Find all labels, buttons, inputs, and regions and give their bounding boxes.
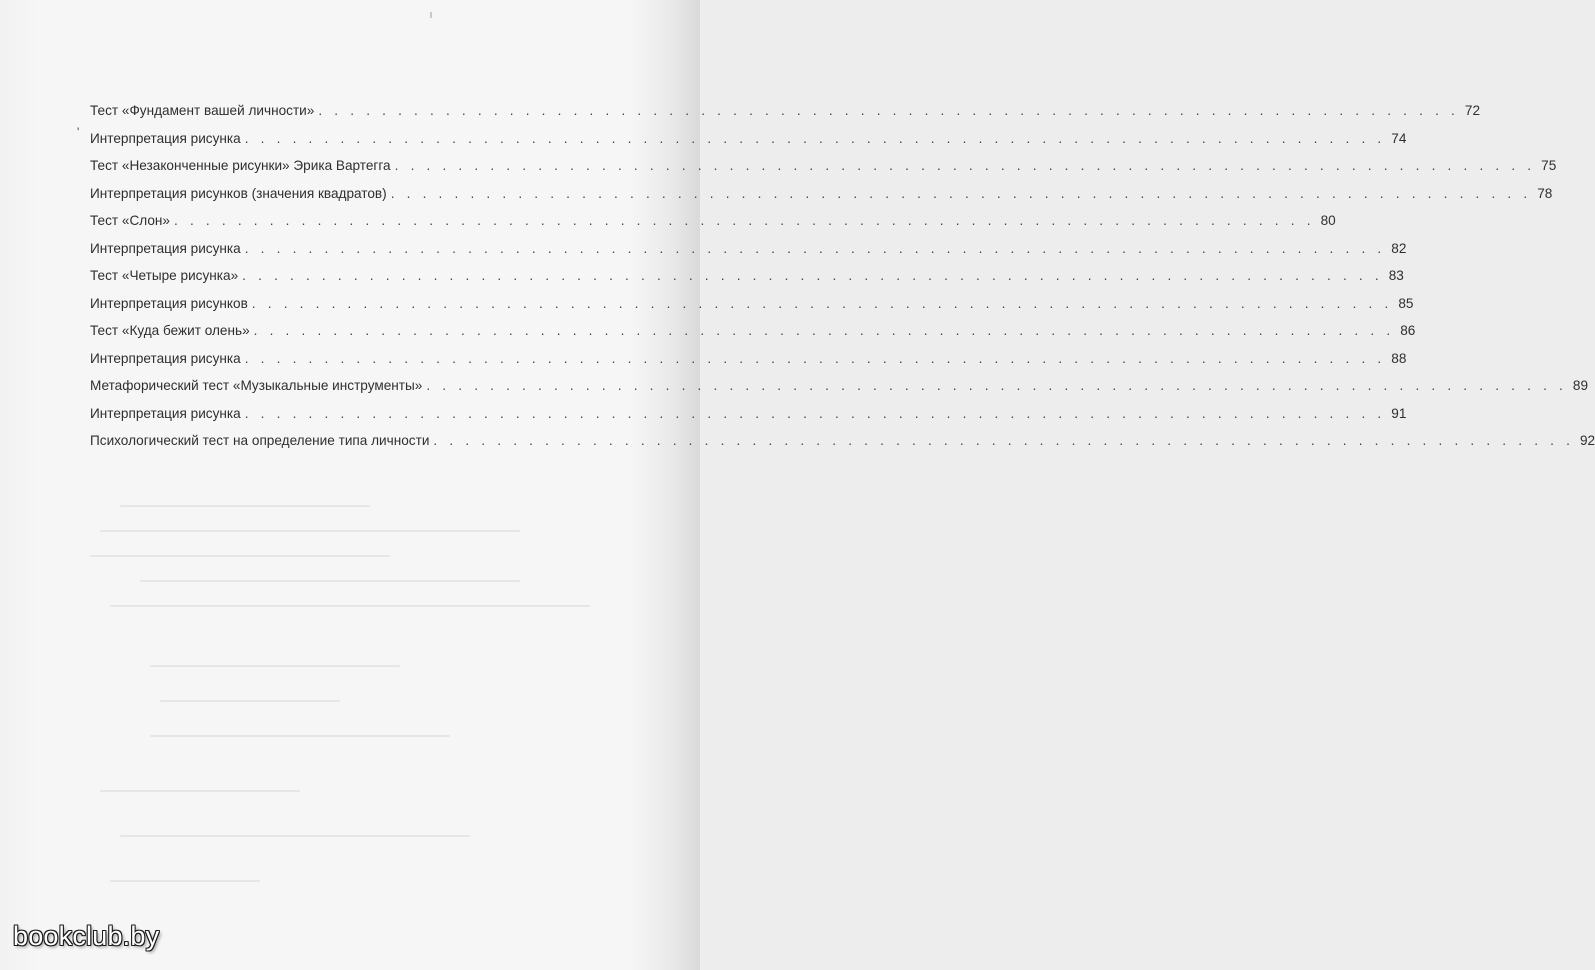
- toc-entry-title: Интерпретация рисунков: [90, 295, 248, 311]
- toc-entry-title: Интерпретация рисунков (значения квадратов): [90, 185, 387, 201]
- table-of-contents: [90, 97, 1595, 455]
- toc-entry[interactable]: [90, 427, 1595, 455]
- toc-entry[interactable]: [90, 290, 1414, 318]
- toc-entry-page: 75: [1541, 158, 1557, 173]
- toc-entry-title: Метафорический тест «Музыкальные инструменты»: [90, 378, 423, 393]
- bleed-through-line: [150, 735, 450, 737]
- toc-entry-page: 78: [1537, 185, 1553, 201]
- toc-entry[interactable]: [90, 262, 1404, 290]
- dot-leader: . . . . . . . . . . . . . . . . . . . . . . . . . . . . . . . . . . . . . . . . . . . . . . . . . . . . . . . . . . . . . . . . . . . . . . . .: [253, 323, 1395, 338]
- bleed-through-line: [110, 605, 590, 607]
- dot-leader: . . . . . . . . . . . . . . . . . . . . . . . . . . . . . . . . . . . . . . . . . . . . . . . . . . . . . . . . . . . . . . . . . . . . . . . .: [394, 158, 1536, 173]
- dot-leader: . . . . . . . . . . . . . . . . . . . . . . . . . . . . . . . . . . . . . . . . . . . . . . . . . . . . . . . . . . . . . . . . . . . . . . . .: [244, 405, 1386, 421]
- toc-entry[interactable]: [90, 97, 1481, 125]
- toc-entry-page: 83: [1388, 268, 1404, 283]
- print-speck: [430, 12, 432, 18]
- toc-entry-title: Тест «Четыре рисунка»: [90, 268, 239, 283]
- dot-leader: . . . . . . . . . . . . . . . . . . . . . . . . . . . . . . . . . . . . . . . . . . . . . . . . . . . . . . . . . . . . . . . . . . . . . . . .: [174, 213, 1315, 228]
- toc-entry[interactable]: [90, 207, 1336, 235]
- toc-entry[interactable]: [90, 152, 1557, 180]
- bleed-through-line: [120, 835, 470, 837]
- toc-entry[interactable]: [90, 372, 1589, 400]
- bleed-through-line: [120, 505, 370, 507]
- bleed-through-line: [100, 790, 300, 792]
- toc-entry[interactable]: [90, 345, 1407, 373]
- toc-entry-title: Интерпретация рисунка: [90, 130, 241, 146]
- toc-entry-title: Психологический тест на определение типа личности: [90, 433, 430, 448]
- dot-leader: . . . . . . . . . . . . . . . . . . . . . . . . . . . . . . . . . . . . . . . . . . . . . . . . . . . . . . . . . . . . . . . . . . . . . . . .: [244, 350, 1386, 366]
- toc-entry-page: 82: [1391, 240, 1407, 256]
- toc-entry[interactable]: [90, 125, 1407, 153]
- dot-leader: . . . . . . . . . . . . . . . . . . . . . . . . . . . . . . . . . . . . . . . . . . . . . . . . . . . . . . . . . . . . . . . . . . . . . . . .: [251, 295, 1393, 311]
- toc-entry[interactable]: [90, 180, 1553, 208]
- toc-entry-title: Интерпретация рисунка: [90, 240, 241, 256]
- toc-entry-title: Тест «Фундамент вашей личности»: [90, 103, 315, 118]
- dot-leader: . . . . . . . . . . . . . . . . . . . . . . . . . . . . . . . . . . . . . . . . . . . . . . . . . . . . . . . . . . . . . . . . . . . . . . . .: [433, 433, 1575, 448]
- dot-leader: . . . . . . . . . . . . . . . . . . . . . . . . . . . . . . . . . . . . . . . . . . . . . . . . . . . . . . . . . . . . . . . . . . . . . . . .: [390, 185, 1532, 201]
- bleed-through-line: [150, 665, 400, 667]
- toc-entry-title: Тест «Куда бежит олень»: [90, 323, 250, 338]
- toc-entry-page: 85: [1398, 295, 1414, 311]
- bleed-through-line: [140, 580, 520, 582]
- toc-entry[interactable]: [90, 400, 1407, 428]
- toc-entry-page: 74: [1391, 130, 1407, 146]
- bleed-through-line: [90, 555, 390, 557]
- toc-entry-title: Тест «Незаконченные рисунки» Эрика Вартегга: [90, 158, 391, 173]
- toc-entry-page: 80: [1320, 213, 1336, 228]
- toc-entry-page: 89: [1572, 378, 1589, 393]
- toc-entry[interactable]: [90, 317, 1416, 345]
- toc-entry-title: Интерпретация рисунка: [90, 405, 241, 421]
- toc-entry-page: 92: [1579, 433, 1595, 448]
- dot-leader: . . . . . . . . . . . . . . . . . . . . . . . . . . . . . . . . . . . . . . . . . . . . . . . . . . . . . . . . . . . . . . . . . . . . . . . .: [244, 130, 1386, 146]
- dot-leader: . . . . . . . . . . . . . . . . . . . . . . . . . . . . . . . . . . . . . . . . . . . . . . . . . . . . . . . . . . . . . . . . . . . . . . . .: [318, 103, 1460, 118]
- toc-entry-title: Тест «Слон»: [90, 213, 170, 228]
- bleed-through-line: [100, 530, 520, 532]
- toc-entry-page: 86: [1400, 323, 1416, 338]
- toc-entry-title: Интерпретация рисунка: [90, 350, 241, 366]
- watermark: bookclub.by: [13, 921, 160, 951]
- margin-mark: ': [77, 125, 80, 139]
- bleed-through-line: [110, 880, 260, 882]
- toc-entry-page: 88: [1391, 350, 1407, 366]
- toc-entry[interactable]: [90, 235, 1407, 263]
- dot-leader: . . . . . . . . . . . . . . . . . . . . . . . . . . . . . . . . . . . . . . . . . . . . . . . . . . . . . . . . . . . . . . . . . . . . . . . .: [242, 268, 1383, 283]
- dot-leader: . . . . . . . . . . . . . . . . . . . . . . . . . . . . . . . . . . . . . . . . . . . . . . . . . . . . . . . . . . . . . . . . . . . . . . . .: [244, 240, 1386, 256]
- bleed-through-line: [160, 700, 340, 702]
- toc-entry-page: 72: [1464, 103, 1481, 118]
- toc-entry-page: 91: [1391, 405, 1407, 421]
- dot-leader: . . . . . . . . . . . . . . . . . . . . . . . . . . . . . . . . . . . . . . . . . . . . . . . . . . . . . . . . . . . . . . . . . . . . . . . .: [426, 378, 1568, 393]
